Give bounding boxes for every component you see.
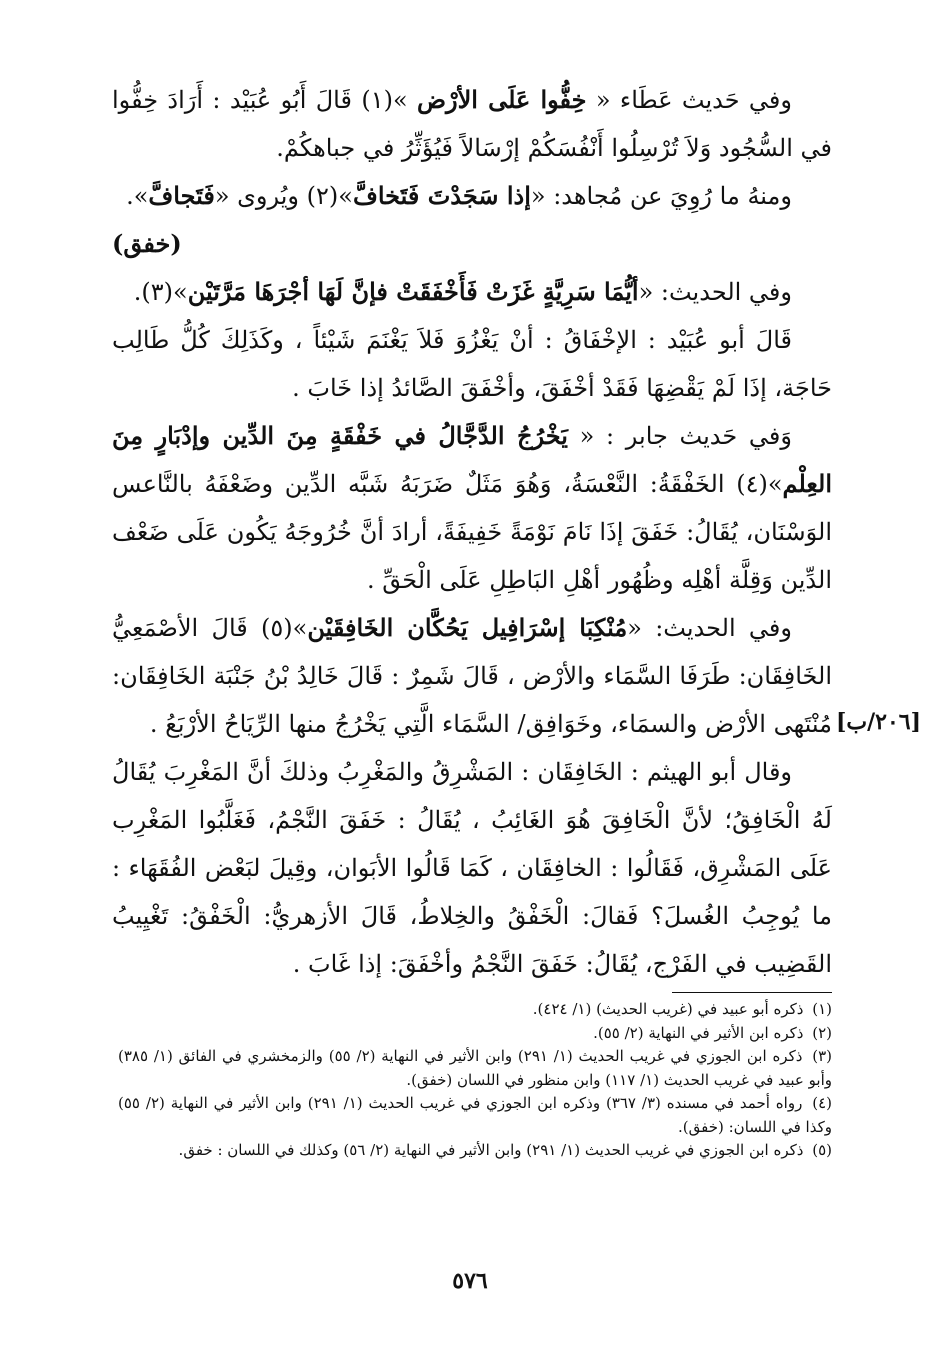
quoted-text: يَخْرُجُ الدَّجَّالُ في خَفْقَةٍ مِنَ الدِّين وإدْبَارٍ مِنَ العِلْم [112, 421, 832, 498]
text-segment: »(٣). [133, 278, 188, 306]
text-segment: وفي حَديث عَطَاء « [586, 86, 792, 114]
footnote-number: (٣) [812, 1047, 833, 1065]
footnote-number: (١) [812, 1000, 832, 1018]
paragraph [112, 316, 832, 412]
footnote-divider [672, 992, 832, 993]
paragraph [112, 748, 832, 988]
text-segment: قَالَ أبو عُبَيْد : الإخْفَاقُ : أنْ يَغْزُوَ فَلاَ يَغْنَمَ شَيْئاً ، وكَذَلِكَ كُلُّ طَالِب حَاجَة، إذَا لَمْ يَقْضِهَا فَقَدْ أخْفَقَ، وأخْفَقَ الصَّائدُ إذا خَابَ . [112, 326, 832, 402]
paragraph [112, 412, 832, 604]
footnote [118, 1092, 832, 1139]
text-segment: وفي الحديث: « [638, 278, 792, 306]
quoted-text: خِفُّوا عَلَى الأرْض [417, 85, 587, 114]
text-segment: »(٢) ويُروى « [214, 182, 353, 210]
footnote-text: ذكره ابن الجوزي في غريب الحديث (١/ ٢٩١) وابن الأثير في النهاية (٢/ ٥٦) وكذلك في اللسان : خفق. [178, 1141, 809, 1159]
footnote-text: رواه أحمد في مسنده (٣/ ٣٦٧) وذكره ابن الجوزي في غريب الحديث (١/ ٢٩١) وابن الأثير في النهاية (٢/ ٥٥) وكذا في اللسان: (خفق). [118, 1094, 832, 1136]
quoted-text: مُنْكِبَا إسْرَافِيل يَحُكَّان الخَافِقَيْن [307, 613, 628, 642]
text-segment: »(٥) قَالَ الأصْمَعِيُّ الخَافِقَان: طَرَفَا السَّمَاء والأرْض ، قَالَ شَمِرٌ : قَالَ خَالِدُ بْنُ جَنْبَة الخَافِقَان: مُنْتَهى الأرْض والسمَاء، وخَوَافِق/ السَّمَاء الَّتِي يَخْرُجُ منها الرِّيَاحُ الأرْبَعُ . [112, 614, 832, 738]
text-segment: ». [126, 182, 149, 210]
text-segment: وفي الحديث: « [627, 614, 792, 642]
margin-folio-note: [٢٠٦/ب] [836, 709, 922, 735]
main-text [112, 76, 832, 988]
footnote-text: ذكره ابن الجوزي في غريب الحديث (١/ ٢٩١) وابن الأثير في النهاية (٢/ ٥٥) والزمخشري في الفائق (١/ ٣٨٥) وأبو عبيد في غريب الحديث (١/ ١١٧) وابن منظور في اللسان (خفق). [118, 1047, 832, 1089]
text-segment: وَفي حَديث جابر : « [567, 422, 792, 450]
text-segment: وقال أبو الهيثم : الخَافِقَان : المَشْرِقُ والمَغْرِبُ وذلكَ أنَّ المَغْرِبَ يُقَالُ لَهُ الْخَافِقُ؛ لأنَّ الْخَافِقَ هُوَ الغَائِبُ ، يُقَالُ : خَفَقَ النَّجْمُ، فَغَلَّبُوا المَغْرِب عَلَى المَشْرِق، فَقَالُوا : الخافِقَان ، كَمَا قَالُوا الأبَوان، وقِيلَ لبَعْض الفُقَهَاء : ما يُوجِبُ الغُسلَ؟ فَقالَ: الْخَفْقُ والخِلاطُ، قَالَ الأزهريُّ: الْخَفْقُ: تَغْيِيبُ القَضِيب في الفَرْج، يُقَالُ: خَفَقَ النَّجْمُ وأخْفَقَ: إذا غَابَ . [112, 758, 832, 978]
text-segment: »(١) قَالَ أَبُو عُبَيْد : أَرَادَ خِفُّوا في السُّجُود وَلاَ تُرْسِلُوا أَنْفُسَكُمْ إرْسَالاً فَيُؤَثِّرُ في جباهكُمْ. [112, 86, 832, 162]
footnote-number: (٥) [812, 1141, 832, 1159]
paragraph [112, 268, 832, 316]
paragraph [112, 172, 832, 220]
paragraph-group-2 [112, 268, 832, 988]
page-number: ٥٧٦ [452, 1268, 488, 1294]
footnote-number: (٢) [812, 1023, 832, 1042]
footnote [118, 1045, 832, 1092]
subheading: (خفق) [112, 229, 182, 258]
quoted-text: فَتَجافَّ [148, 181, 215, 210]
text-segment: »(٤) الخَفْقَةُ: النَّعْسَةُ، وَهُوَ مَثَلٌ ضَرَبَهُ شَبَّه الدِّين وضَعْفَهُ بالنَّاعس الوَسْنَان، يُقَالُ: خَفَقَ إذَا نَامَ نَوْمَةً خَفِيفَةً، أرادَ أنَّ خُرُوجَهُ يَكُون عَلَى ضَعْف الدِّين وَقِلَّة أهْلِه وظُهُور أهْلِ البَاطِلِ عَلَى الْحَقِّ . [112, 470, 832, 594]
footnote-text: ذكره أبو عبيد في (غريب الحديث) (١/ ٤٢٤). [532, 1000, 809, 1018]
footnote [118, 1139, 832, 1163]
footnote-text: ذكره ابن الأثير في النهاية (٢/ ٥٥). [593, 1023, 809, 1042]
text-segment: ومنهُ ما رُوِيَ عن مُجاهد: « [530, 182, 792, 210]
footnote [118, 998, 832, 1022]
quoted-text: أيُّمَا سَرِيَّةٍ غَزَتْ فَأَخْفَقَتْ فإنَّ لَهَا أجْرَهَا مَرَّتَيْن [187, 277, 639, 306]
footnotes [118, 998, 832, 1163]
paragraph [112, 76, 832, 172]
footnote-number: (٤) [812, 1094, 833, 1112]
paragraph [112, 604, 832, 748]
paragraph-group-1 [112, 76, 832, 220]
quoted-text: إذا سَجَدْتَ فَتَخافَّ [352, 181, 531, 210]
footnote [118, 1022, 832, 1046]
